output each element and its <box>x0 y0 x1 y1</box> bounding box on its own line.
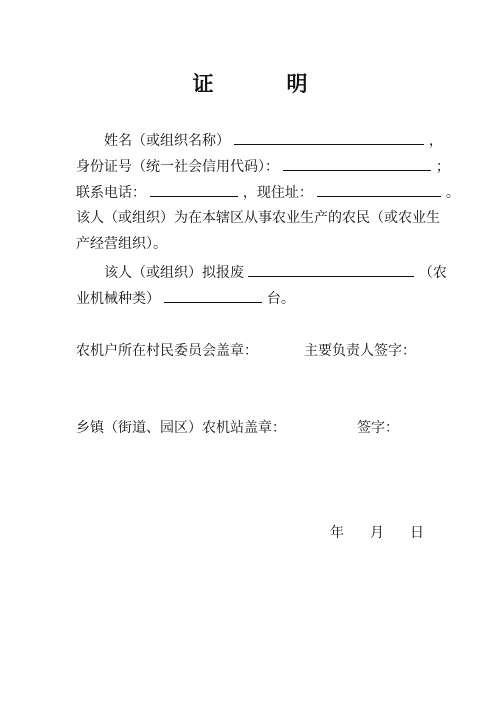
machine-type-label: 业机械种类） <box>76 291 160 307</box>
name-end: ， <box>428 133 443 149</box>
date-year: 年 <box>330 525 344 541</box>
id-blank[interactable] <box>283 156 431 171</box>
date-day: 日 <box>410 525 424 541</box>
statement-line-1: 该人（或组织）为在本辖区从事农业生产的农民（或农业生 <box>76 210 440 226</box>
scrap-label: 该人（或组织）拟报废 <box>104 265 244 281</box>
scrap-unit: 台。 <box>266 291 295 307</box>
name-blank[interactable] <box>234 130 424 145</box>
leader-sign-label: 主要负责人签字： <box>304 343 416 359</box>
name-label: 姓名（或组织名称） <box>104 133 230 149</box>
name-row <box>104 130 443 151</box>
statement-line-2: 产经营组织）。 <box>76 236 167 252</box>
address-blank[interactable] <box>317 182 441 197</box>
village-seal-label: 农机户所在村民委员会盖章： <box>76 343 258 359</box>
scrap-row <box>104 262 447 283</box>
id-row <box>76 156 450 177</box>
scrap-blank[interactable] <box>248 262 414 277</box>
scrap-paren-open: （农 <box>418 265 447 281</box>
scrap-row-2 <box>76 288 295 309</box>
township-seal-label: 乡镇（街道、园区）农机站盖章： <box>76 420 286 436</box>
id-label: 身份证号（统一社会信用代码）： <box>76 159 279 175</box>
sign-label: 签字： <box>357 420 399 436</box>
address-label: ，现住址： <box>242 185 313 201</box>
phone-label: 联系电话： <box>76 185 146 201</box>
quantity-blank[interactable] <box>164 288 262 303</box>
phone-blank[interactable] <box>150 182 238 197</box>
contact-row <box>76 182 460 203</box>
date-month: 月 <box>370 525 384 541</box>
id-end: ； <box>435 159 450 175</box>
address-end: 。 <box>445 185 460 201</box>
page-title: 证 明 <box>192 71 334 96</box>
